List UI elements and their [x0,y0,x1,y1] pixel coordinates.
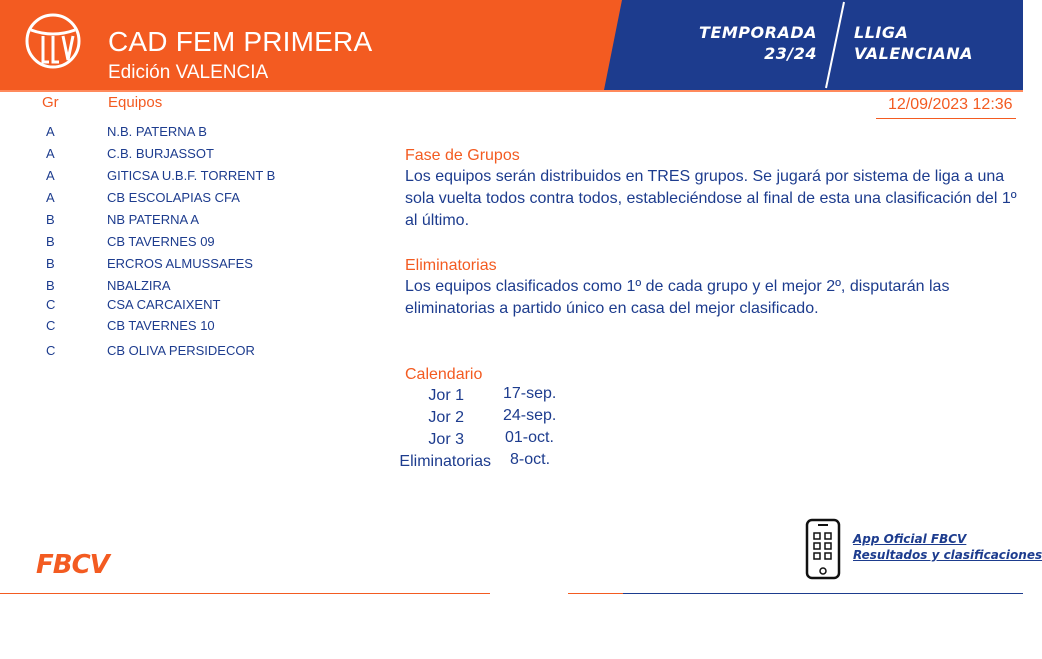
results-link[interactable]: Resultados y clasificaciones [853,548,1042,562]
team-name: NBALZIRA [107,278,171,293]
team-name: CB TAVERNES 09 [107,234,215,249]
team-group: C [46,343,56,358]
season-block [699,22,817,64]
league-line2: VALENCIANA [854,44,974,63]
page-subtitle: Edición VALENCIA [108,62,269,83]
footer-divider-mid [568,593,623,594]
team-group: C [46,297,56,312]
calendar-round-date: 17-sep. [503,385,557,402]
app-link[interactable]: App Oficial FBCV [853,532,967,546]
elim-title: Eliminatorias [405,257,497,274]
team-name: C.B. BURJASSOT [107,146,214,161]
fase-line1: Los equipos serán distribuidos en TRES grupos. Se jugará por sistema de liga a una [405,168,1005,185]
team-group: A [46,168,55,183]
fbcv-brand-logo: FBCV [36,550,109,580]
calendar-round-date: 8-oct. [510,451,551,468]
fase-title: Fase de Grupos [405,147,520,164]
teams-column-header: Equipos [108,94,163,111]
fase-line3: al último. [405,212,470,229]
team-name: N.B. PATERNA B [107,124,207,139]
team-name: CB OLIVA PERSIDECOR [107,343,255,358]
team-name: CB TAVERNES 10 [107,318,215,333]
calendar-title: Calendario [405,366,483,383]
page-title: CAD FEM PRIMERA [108,26,373,57]
elim-line2: eliminatorias a partido único en casa del mejor clasificado. [405,300,819,317]
season-label: TEMPORADA [699,23,817,42]
team-group: B [46,256,55,271]
team-name: ERCROS ALMUSSAFES [107,256,253,271]
season-value: 23/24 [764,44,817,63]
footer-divider-right [623,593,1023,594]
elim-text [405,276,1015,320]
fbcv-basketball-logo-icon [24,12,82,70]
footer-divider-left [0,593,490,594]
calendar-round-label: Jor 1 [428,387,464,404]
league-block [854,22,973,64]
smartphone-app-icon[interactable] [805,518,841,580]
timestamp-underline [876,118,1016,119]
team-group: B [46,212,55,227]
team-name: CSA CARCAIXENT [107,297,221,312]
league-line1: LLIGA [854,23,909,42]
calendar-round-label: Jor 3 [428,431,464,448]
fase-text [405,166,1015,232]
team-group: A [46,190,55,205]
team-group: B [46,234,55,249]
calendar-round-label: Jor 2 [428,409,464,426]
team-name: GITICSA U.B.F. TORRENT B [107,168,276,183]
timestamp: 12/09/2023 12:36 [888,96,1013,113]
fase-line2: sola vuelta todos contra todos, estableciéndose al final de esta una clasificación del 1º [405,190,1017,207]
calendar-round-label: Eliminatorias [399,453,491,470]
elim-line1: Los equipos clasificados como 1º de cada grupo y el mejor 2º, disputarán las [405,278,950,295]
team-name: NB PATERNA A [107,212,199,227]
team-name: CB ESCOLAPIAS CFA [107,190,240,205]
group-column-header: Gr [42,94,59,111]
team-group: A [46,124,55,139]
team-group: B [46,278,55,293]
calendar-round-date: 24-sep. [503,407,557,424]
team-group: A [46,146,55,161]
header-divider [0,90,1023,92]
team-group: C [46,318,56,333]
calendar-round-date: 01-oct. [505,429,554,446]
